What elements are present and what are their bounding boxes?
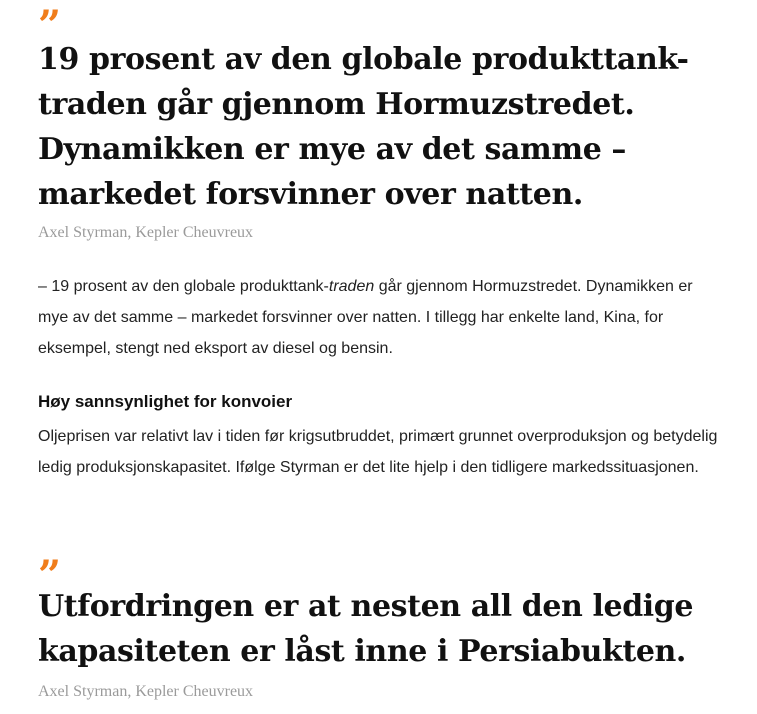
quote-attribution: Axel Styrman, Kepler Cheuvreux	[38, 224, 254, 241]
quote-mark-icon: ”	[38, 552, 56, 599]
emphasized-word: traden	[328, 278, 375, 295]
section-heading: Høy sannsynlighet for konvoier	[38, 392, 293, 411]
quote-mark-icon: ”	[38, 2, 56, 49]
pull-quote: Utfordringen er at nesten all den ledige kapasiteten er låst inne i Persiabukten.	[38, 589, 694, 669]
paragraph-text: – 19 prosent av den globale produkttank-	[38, 278, 329, 295]
paragraph-text: går gjennom Hormuzstredet. Dynamikken er mye av det samme – markedet forsvinner over natten. I tillegg har enkelte land, Kina, for eksempel, stengt ned eksport av diesel og bensin.	[38, 278, 693, 357]
pull-quote: 19 prosent av den globale produkttank-traden går gjennom Hormuzstredet. Dynamikken er mye av det samme – markedet forsvinner over natten.	[38, 42, 689, 212]
quote-attribution: Axel Styrman, Kepler Cheuvreux	[38, 683, 254, 700]
body-paragraph: Oljeprisen var relativt lav i tiden før krigsutbruddet, primært grunnet overproduksjon og betydelig ledig produksjonskapasitet. Ifølge Styrman er det lite hjelp i den tidligere markedssituasjonen.	[38, 428, 718, 476]
body-paragraph	[38, 271, 718, 364]
